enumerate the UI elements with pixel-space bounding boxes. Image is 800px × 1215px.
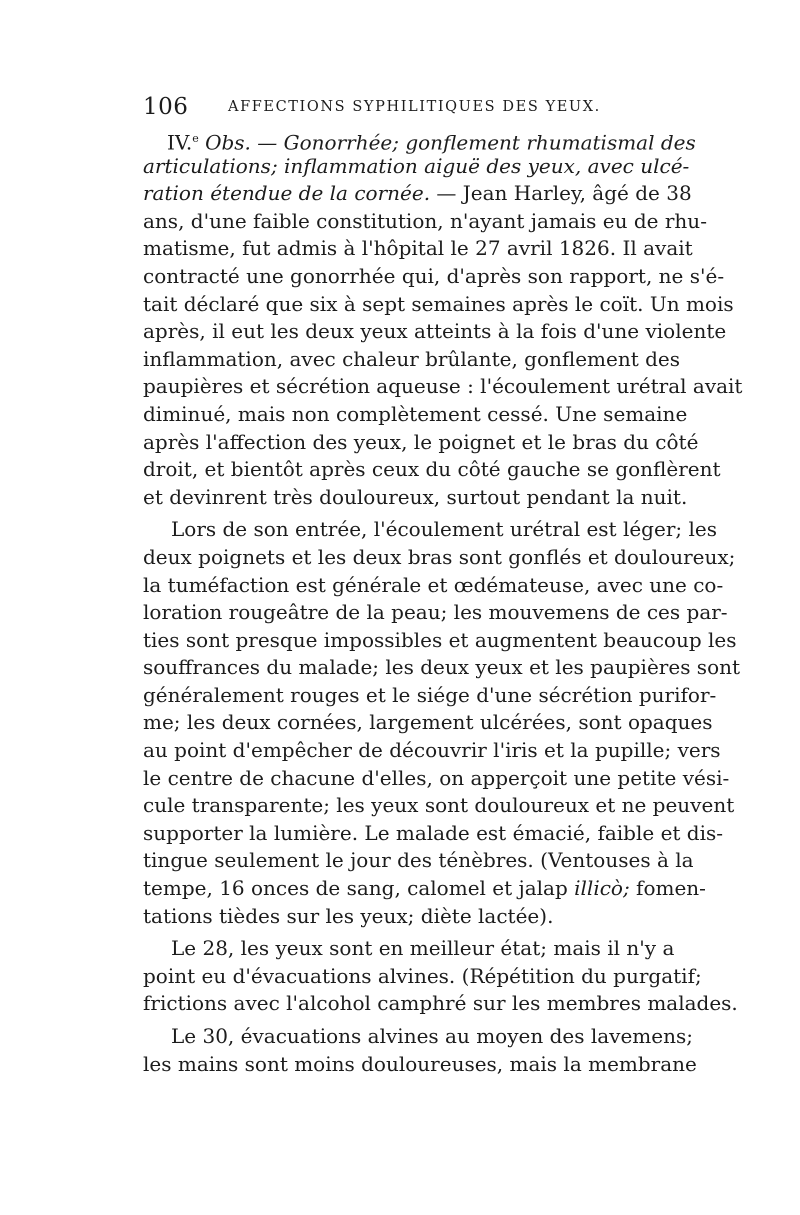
text-run: point eu d'évacuations alvines. (Répétition du purgatif; (143, 963, 702, 988)
text-run: ans, d'une faible constitution, n'ayant jamais eu de rhu- (143, 208, 707, 233)
text-line (143, 544, 736, 572)
text-line (143, 346, 681, 374)
text-run: deux poignets et les deux bras sont gonflés et douloureux; (143, 544, 736, 569)
text-line (143, 208, 707, 236)
text-line (143, 654, 741, 682)
text-run: — Jean Harley, âgé de 38 (430, 181, 692, 206)
text-line (143, 847, 694, 875)
text-run: tingue seulement le jour des ténèbres. (Ventouses à la (143, 848, 694, 873)
text-line (143, 765, 730, 793)
text-run: fomen- (629, 876, 706, 901)
text-run: les mains sont moins douloureuses, mais la membrane (143, 1051, 697, 1076)
text-line (143, 1023, 693, 1051)
text-run: tait déclaré que six à sept semaines après le coït. Un mois (143, 291, 734, 316)
text-line (143, 990, 738, 1018)
text-line (143, 903, 658, 931)
text-line (143, 291, 734, 319)
text-run: tations tièdes sur les yeux; diète lactée). (143, 903, 554, 928)
text-run: tempe, 16 onces de sang, calomel et jalap (143, 876, 575, 901)
text-line (143, 572, 724, 600)
text-line (143, 429, 699, 457)
text-run: après l'affection des yeux, le poignet et le bras du côté (143, 429, 699, 454)
text-run: la tuméfaction est générale et œdémateuse, avec une co- (143, 572, 724, 597)
text-line (143, 180, 692, 208)
text-line (143, 484, 688, 512)
text-run: inflammation, avec chaleur brûlante, gonflement des (143, 346, 681, 371)
text-line (143, 318, 727, 346)
italic-run: Obs. — Gonorrhée; gonflement rhumatismal des (198, 130, 696, 155)
text-line (143, 875, 706, 903)
text-run: loration rougeâtre de la peau; les mouvemens de ces par- (143, 600, 728, 625)
text-run: IV. (167, 130, 193, 155)
text-line (143, 682, 717, 710)
italic-run: ration étendue de la cornée. (143, 181, 431, 206)
text-line (143, 235, 693, 263)
text-run: après, il eut les deux yeux atteints à la fois d'une violente (143, 319, 727, 344)
text-run: cule transparente; les yeux sont douloureux et ne peuvent (143, 793, 735, 818)
text-run: frictions avec l'alcohol camphré sur les membres malades. (143, 991, 738, 1016)
text-run: e (192, 132, 199, 145)
text-line (143, 963, 702, 991)
text-line (143, 456, 721, 484)
text-run: me; les deux cornées, largement ulcérées, sont opaques (143, 710, 713, 735)
text-line (143, 125, 696, 155)
italic-run: articulations; inflammation aiguë des yeux, avec ulcé- (143, 153, 690, 178)
italic-run: illicò; (574, 876, 630, 901)
text-line (143, 709, 713, 737)
text-run: matisme, fut admis à l'hôpital le 27 avril 1826. Il avait (143, 236, 693, 261)
text-run: Lors de son entrée, l'écoulement urétral est léger; les (171, 517, 717, 542)
text-run: Le 30, évacuations alvines au moyen des lavemens; (171, 1024, 693, 1048)
text-line (143, 516, 717, 544)
text-line (143, 792, 735, 820)
text-line (143, 1051, 697, 1079)
text-line (143, 627, 737, 655)
text-line (143, 263, 725, 291)
text-run: au point d'empêcher de découvrir l'iris et la pupille; vers (143, 738, 721, 763)
text-run: souffrances du malade; les deux yeux et les paupières sont (143, 655, 741, 680)
text-run: droit, et bientôt après ceux du côté gauche se gonflèrent (143, 457, 721, 482)
page-number: 106 (143, 94, 189, 120)
observation-text (143, 125, 743, 1078)
text-line (143, 820, 724, 848)
text-line (143, 153, 690, 181)
text-run: le centre de chacune d'elles, on apperçoit une petite vési- (143, 765, 730, 790)
text-run: contracté une gonorrhée qui, d'après son rapport, ne s'é- (143, 263, 725, 288)
running-head (143, 94, 658, 118)
text-run: paupières et sécrétion aqueuse : l'écoulement urétral avait (143, 374, 743, 399)
text-run: ties sont presque impossibles et augmentent beaucoup les (143, 627, 737, 652)
running-title: AFFECTIONS SYPHILITIQUES DES YEUX. (228, 99, 601, 115)
text-line (143, 737, 721, 765)
text-line (143, 401, 688, 429)
text-run: supporter la lumière. Le malade est émacié, faible et dis- (143, 820, 724, 845)
text-run: et devinrent très douloureux, surtout pendant la nuit. (143, 484, 688, 509)
text-line (143, 935, 675, 963)
text-run: diminué, mais non complètement cessé. Une semaine (143, 401, 688, 426)
text-run: Le 28, les yeux sont en meilleur état; mais il n'y a (171, 936, 675, 961)
text-line (143, 599, 728, 627)
text-line (143, 373, 743, 401)
text-run: généralement rouges et le siége d'une sécrétion purifor- (143, 682, 717, 707)
